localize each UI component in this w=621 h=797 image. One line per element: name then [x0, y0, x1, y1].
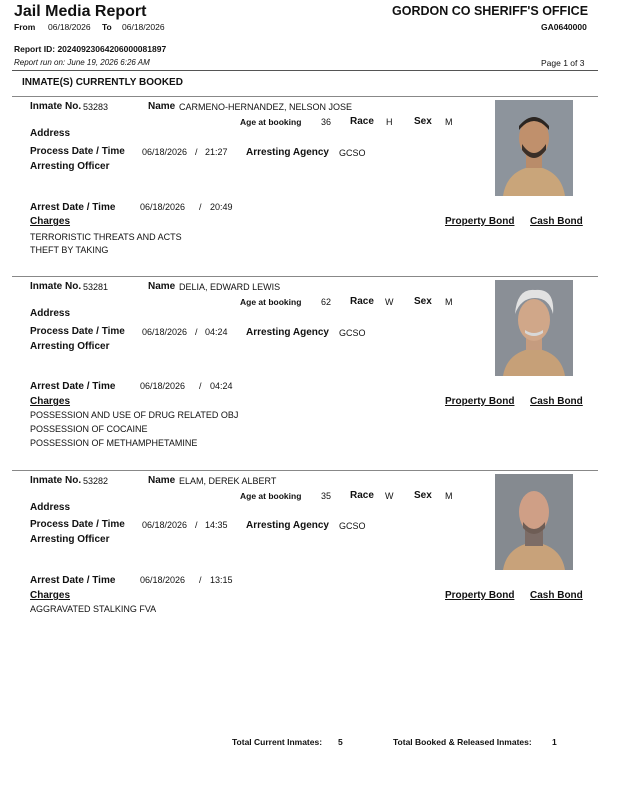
slash: /: [199, 575, 202, 585]
report-title: Jail Media Report: [14, 3, 147, 20]
process-date: 06/18/2026: [142, 147, 188, 157]
inmate-name: DELIA, EDWARD LEWIS: [179, 282, 281, 292]
officer-label: Arresting Officer: [30, 161, 110, 172]
page-number: Page 1 of 3: [541, 58, 585, 68]
agency-code: GA0640000: [541, 22, 587, 32]
agency-name: GORDON CO SHERIFF'S OFFICE: [392, 4, 589, 18]
sex-label: Sex: [414, 296, 432, 307]
agency-label: Arresting Agency: [246, 327, 329, 338]
process-label: Process Date / Time: [30, 146, 125, 157]
process-time: 21:27: [205, 147, 228, 157]
from-label: From: [14, 22, 36, 32]
inmate-sex: M: [445, 491, 453, 501]
inmate-record: [0, 471, 621, 631]
from-date: 06/18/2026: [48, 22, 91, 32]
mugshot-photo: [495, 280, 573, 376]
sex-label: Sex: [414, 490, 432, 501]
inmate-name: ELAM, DEREK ALBERT: [179, 476, 277, 486]
arrest-date: 06/18/2026: [140, 575, 186, 585]
inmate-sex: M: [445, 297, 453, 307]
race-label: Race: [350, 296, 374, 307]
cash-bond-label: Cash Bond: [530, 216, 583, 227]
inmate-name: CARMENO-HERNANDEZ, NELSON JOSE: [179, 102, 353, 112]
arresting-agency: GCSO: [339, 328, 366, 338]
total-released-value: 1: [552, 737, 557, 747]
address-label: Address: [30, 308, 71, 319]
inmate-no-label: Inmate No.: [30, 281, 82, 292]
age-label: Age at booking: [240, 117, 302, 127]
inmate-no-label: Inmate No.: [30, 475, 82, 486]
officer-label: Arresting Officer: [30, 341, 110, 352]
agency-label: Arresting Agency: [246, 147, 329, 158]
inmate-age: 36: [321, 117, 332, 127]
property-bond-label: Property Bond: [445, 396, 515, 407]
age-label: Age at booking: [240, 491, 302, 501]
sex-label: Sex: [414, 116, 432, 127]
charge-item: AGGRAVATED STALKING FVA: [30, 604, 157, 614]
charge-item: POSSESSION AND USE OF DRUG RELATED OBJ: [30, 410, 239, 420]
slash: /: [199, 381, 202, 391]
arrest-label: Arrest Date / Time: [30, 202, 116, 213]
arrest-time: 20:49: [210, 202, 233, 212]
charge-item: POSSESSION OF COCAINE: [30, 424, 148, 434]
charge-item: POSSESSION OF METHAMPHETAMINE: [30, 438, 198, 448]
inmate-record: [0, 97, 621, 275]
slash: /: [195, 327, 198, 337]
total-current-label: Total Current Inmates:: [232, 737, 323, 747]
inmate-age: 35: [321, 491, 332, 501]
slash: /: [195, 147, 198, 157]
arrest-label: Arrest Date / Time: [30, 381, 116, 392]
arrest-time: 04:24: [210, 381, 233, 391]
charges-label: Charges: [30, 590, 71, 601]
inmate-sex: M: [445, 117, 453, 127]
name-label: Name: [148, 101, 176, 112]
arresting-agency: GCSO: [339, 521, 366, 531]
process-time: 04:24: [205, 327, 228, 337]
mugshot-photo: [495, 474, 573, 570]
inmate-race: W: [385, 491, 394, 501]
cash-bond-label: Cash Bond: [530, 590, 583, 601]
total-released-label: Total Booked & Released Inmates:: [393, 737, 532, 747]
name-label: Name: [148, 475, 176, 486]
charge-item: THEFT BY TAKING: [30, 245, 109, 255]
inmate-record: [0, 277, 621, 469]
cash-bond-label: Cash Bond: [530, 396, 583, 407]
inmate-no-label: Inmate No.: [30, 101, 82, 112]
process-label: Process Date / Time: [30, 326, 125, 337]
arrest-time: 13:15: [210, 575, 233, 585]
slash: /: [199, 202, 202, 212]
inmate-race: H: [386, 117, 393, 127]
officer-label: Arresting Officer: [30, 534, 110, 545]
inmate-race: W: [385, 297, 394, 307]
process-date: 06/18/2026: [142, 520, 188, 530]
section-title: INMATE(S) CURRENTLY BOOKED: [22, 77, 183, 88]
total-current-value: 5: [338, 737, 343, 747]
arrest-label: Arrest Date / Time: [30, 575, 116, 586]
age-label: Age at booking: [240, 297, 302, 307]
process-label: Process Date / Time: [30, 519, 125, 530]
inmate-age: 62: [321, 297, 332, 307]
slash: /: [195, 520, 198, 530]
race-label: Race: [350, 490, 374, 501]
arrest-date: 06/18/2026: [140, 202, 186, 212]
inmate-number: 53281: [83, 282, 109, 292]
report-run-on: Report run on: June 19, 2026 6:26 AM: [14, 58, 150, 67]
mugshot-photo: [495, 100, 573, 196]
process-date: 06/18/2026: [142, 327, 188, 337]
to-date: 06/18/2026: [122, 22, 165, 32]
charges-label: Charges: [30, 396, 71, 407]
charges-label: Charges: [30, 216, 71, 227]
to-label: To: [102, 22, 112, 32]
arrest-date: 06/18/2026: [140, 381, 186, 391]
arresting-agency: GCSO: [339, 148, 366, 158]
name-label: Name: [148, 281, 176, 292]
race-label: Race: [350, 116, 374, 127]
address-label: Address: [30, 128, 71, 139]
address-label: Address: [30, 502, 71, 513]
header-divider: [12, 70, 598, 71]
charge-item: TERRORISTIC THREATS AND ACTS: [30, 232, 182, 242]
property-bond-label: Property Bond: [445, 590, 515, 601]
process-time: 14:35: [205, 520, 228, 530]
agency-label: Arresting Agency: [246, 520, 329, 531]
report-id: Report ID: 20240923064206000081897: [14, 44, 167, 54]
property-bond-label: Property Bond: [445, 216, 515, 227]
inmate-number: 53283: [83, 102, 109, 112]
inmate-number: 53282: [83, 476, 109, 486]
